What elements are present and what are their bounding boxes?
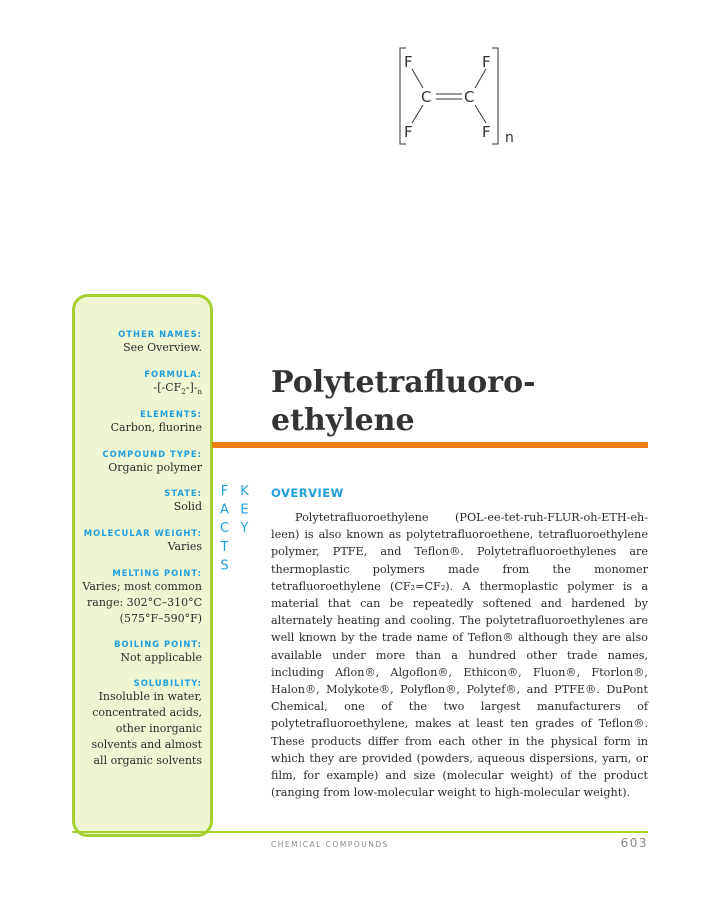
formula-mid: -]- — [185, 381, 198, 394]
atom-c2: C — [464, 88, 475, 106]
fact-value: Solid — [173, 500, 202, 513]
atom-f2: F — [482, 53, 491, 71]
structural-formula — [392, 40, 522, 152]
ptfe-structure-diagram — [392, 40, 522, 152]
bond-f2-c2 — [475, 69, 486, 88]
bond-f4-c2 — [475, 105, 486, 123]
fact-value: Not applicable — [120, 651, 202, 664]
fact-value — [74, 380, 202, 400]
fact-label: MELTING POINT: — [112, 568, 202, 578]
fact-label: MOLECULAR WEIGHT: — [83, 528, 202, 538]
right-bracket — [492, 48, 498, 144]
title-divider — [212, 442, 648, 448]
fact-melting-point — [70, 567, 202, 627]
key-facts-panel — [72, 294, 213, 837]
fact-value: Carbon, fluorine — [110, 421, 202, 434]
fact-value-line: other inorganic — [115, 722, 202, 735]
atom-f4: F — [482, 123, 491, 141]
atom-f1: F — [404, 53, 413, 71]
fact-value-line: all organic solvents — [93, 754, 202, 767]
footer-section-label: CHEMICAL COMPOUNDS — [271, 840, 389, 849]
fact-value-line: Varies; most common — [82, 580, 202, 593]
fact-boiling-point — [74, 638, 202, 666]
fact-value-line: solvents and almost — [91, 738, 202, 751]
fact-molecular-weight — [74, 527, 202, 555]
fact-value-line: concentrated acids, — [92, 706, 202, 719]
bond-f3-c1 — [412, 105, 423, 123]
fact-other-names — [74, 328, 202, 356]
fact-state — [74, 487, 202, 515]
formula-prefix: -[-CF — [153, 381, 182, 394]
fact-label: SOLUBILITY: — [133, 678, 202, 688]
fact-compound-type — [74, 448, 202, 476]
fact-solubility — [70, 677, 202, 769]
fact-value: Varies — [167, 540, 202, 553]
fact-label: FORMULA: — [144, 369, 202, 379]
fact-label: STATE: — [164, 488, 202, 498]
fact-label: ELEMENTS: — [140, 409, 202, 419]
fact-elements — [74, 408, 202, 436]
fact-value-line: (575°F–590°F) — [119, 612, 202, 625]
fact-label: BOILING POINT: — [114, 639, 202, 649]
fact-value-line: Insoluble in water, — [98, 690, 202, 703]
bond-f1-c1 — [412, 69, 423, 88]
atom-c1: C — [421, 88, 432, 106]
overview-heading: OVERVIEW — [271, 486, 344, 500]
fact-value: See Overview. — [123, 341, 202, 354]
key-facts-vertical-label — [214, 484, 252, 644]
key-facts-text: KEY FACTS — [217, 484, 252, 577]
fact-label: COMPOUND TYPE: — [102, 449, 202, 459]
fact-formula — [74, 368, 202, 400]
formula-sub-2: 2 — [181, 388, 186, 397]
fact-value-line: range: 302°C–310°C — [87, 596, 202, 609]
fact-value: Organic polymer — [108, 461, 202, 474]
page-number: 603 — [620, 836, 648, 850]
formula-sub-n: n — [197, 388, 202, 397]
subscript-n: n — [505, 130, 514, 146]
fact-label: OTHER NAMES: — [118, 329, 202, 339]
atom-f3: F — [404, 123, 413, 141]
overview-paragraph: Polytetrafluoroethylene (POL-ee-tet-ruh-FLUR-oh-ETH-eh-leen) is also known as polytetrafluoroethene, tetrafluoroethylene polymer, PTFE, and Teflon®. Polytetrafluoroethylenes are thermoplastic polymers made from the monomer tetrafluoroethylene (CF₂=CF₂). A thermoplastic polymer is a material that can be repeatedly softened and hardened by alternately heating and cooling. The polytetrafluoroethylenes are well known by the trade name of Teflon® although they are also available under more than a hundred other trade names, including Aflon®, Algoflon®, Ethicon®, Fluon®, Ftorlon®, Halon®, Molykote®, Polyflon®, Polytef®, and PTFE®. DuPont Chemical, one of the two largest manufacturers of polytetrafluoroethylene, makes at least ten grades of Teflon®. These products differ from each other in the physical form in which they are provided (powders, aqueous dispersions, yarn, or film, for example) and size (molecular weight) of the product (ranging from low-molecular weight to high-molecular weight). — [271, 511, 648, 800]
page-title: Polytetrafluoro-ethylene — [271, 365, 536, 438]
footer-divider — [72, 831, 648, 833]
